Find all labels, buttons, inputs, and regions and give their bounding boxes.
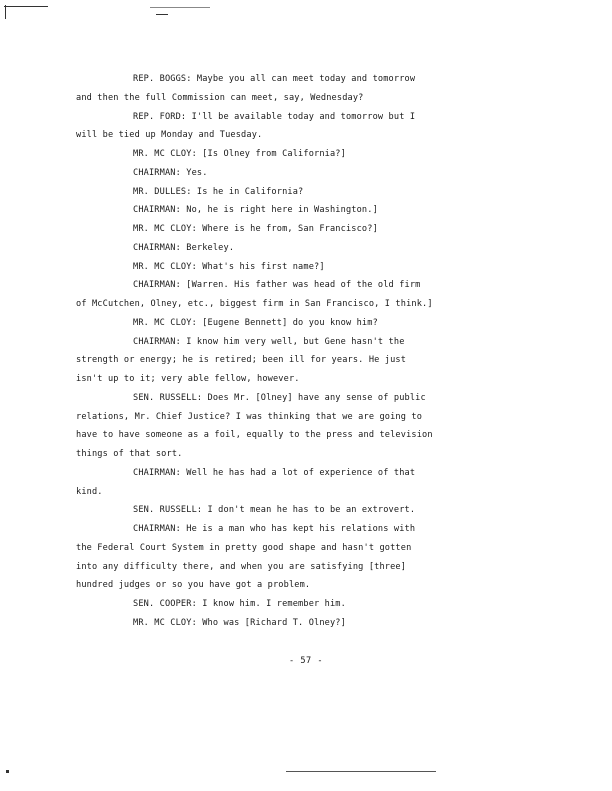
transcript-line: strength or energy; he is retired; been ill for years. He just <box>76 355 407 366</box>
transcript-line: CHAIRMAN: Well he has had a lot of experience of that <box>133 467 416 478</box>
transcript-line: MR. MC CLOY: Where is he from, San Francisco?] <box>133 224 378 234</box>
transcript-line: isn't up to it; very able fellow, however. <box>76 374 300 384</box>
transcript-line: MR. DULLES: Is he in California? <box>133 186 304 197</box>
transcript-line: the Federal Court System in pretty good shape and hasn't gotten <box>76 542 412 553</box>
transcript-line: MR. MC CLOY: [Eugene Bennett] do you know him? <box>133 317 378 328</box>
transcript-line: CHAIRMAN: Yes. <box>133 167 208 178</box>
scan-mark-top <box>150 7 210 8</box>
transcript-line: and then the full Commission can meet, say, Wednesday? <box>76 92 364 103</box>
transcript-line: into any difficulty there, and when you are satisfying [three] <box>76 561 407 572</box>
scan-mark-bottom-left <box>6 770 9 773</box>
transcript-line: relations, Mr. Chief Justice? I was thinking that we are going to <box>76 411 423 422</box>
transcript-line: have to have someone as a foil, equally to the press and television <box>76 430 433 441</box>
page-number: - 57 - <box>288 656 324 666</box>
transcript-line: SEN. COOPER: I know him. I remember him. <box>133 599 346 609</box>
transcript-line: will be tied up Monday and Tuesday. <box>76 130 263 141</box>
transcript-line: of McCutchen, Olney, etc., biggest firm in San Francisco, I think.] <box>76 299 433 309</box>
transcript-line: MR. MC CLOY: [Is Olney from California?] <box>133 149 346 159</box>
transcript-line: CHAIRMAN: No, he is right here in Washington.] <box>133 205 378 216</box>
scan-mark-top-left <box>4 6 48 7</box>
transcript-line: CHAIRMAN: [Warren. His father was head of the old firm <box>133 280 421 291</box>
transcript-line: MR. MC CLOY: Who was [Richard T. Olney?] <box>133 617 346 628</box>
transcript-line: CHAIRMAN: I know him very well, but Gene hasn't the <box>133 336 405 347</box>
transcript-line: kind. <box>76 486 103 497</box>
transcript-body <box>76 70 546 633</box>
transcript-line: SEN. RUSSELL: Does Mr. [Olney] have any sense of public <box>133 392 426 403</box>
transcript-line: REP. FORD: I'll be available today and tomorrow but I <box>133 111 416 122</box>
scan-mark-left-tick <box>5 5 6 19</box>
transcript-line: MR. MC CLOY: What's his first name?] <box>133 261 325 272</box>
transcript-line: REP. BOGGS: Maybe you all can meet today and tomorrow <box>133 74 416 84</box>
transcript-line: CHAIRMAN: He is a man who has kept his relations with <box>133 524 416 534</box>
scan-mark-bottom-right <box>286 771 436 772</box>
scan-mark-top-small <box>156 14 168 15</box>
transcript-line: hundred judges or so you have got a problem. <box>76 580 311 591</box>
transcript-line: SEN. RUSSELL: I don't mean he has to be an extrovert. <box>133 505 416 516</box>
transcript-line: things of that sort. <box>76 449 183 459</box>
transcript-line: CHAIRMAN: Berkeley. <box>133 242 235 253</box>
